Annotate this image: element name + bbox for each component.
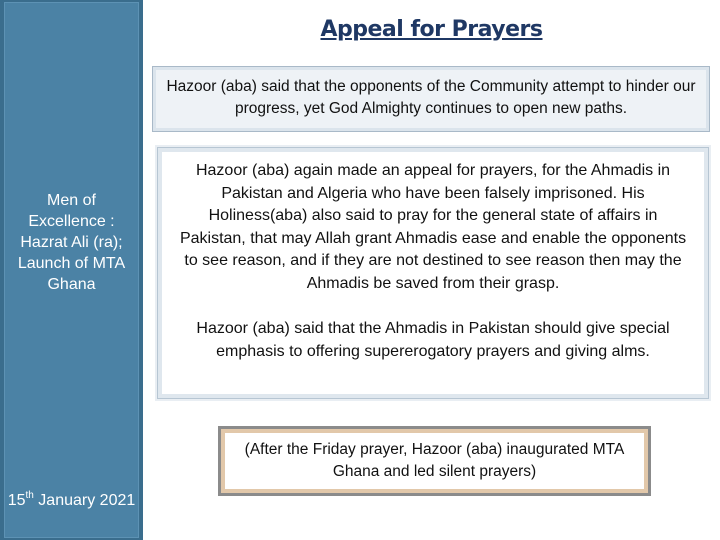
date-day: 15 [7, 492, 26, 509]
sidebar-title: Men of Excellence : Hazrat Ali (ra); Launch of MTA Ghana [17, 192, 126, 293]
date-rest: January 2021 [33, 492, 136, 509]
alms-paragraph: Hazoor (aba) said that the Ahmadis in Pakistan should give special emphasis to offering supererogatory prayers and giving alms. [196, 320, 670, 360]
appeal-paragraph: Hazoor (aba) again made an appeal for prayers, for the Ahmadis in Pakistan and Algeria who have been falsely imprisoned. His Holiness(aba) also said to pray for the general state of affairs in Pakistan, that may Allah grant Ahmadis ease and enable the opponents to see reason, and if they are not destined to see reason then may the Ahmadis be saved from their grasp. [179, 162, 687, 292]
opponents-box [152, 66, 710, 132]
sidebar-date [0, 490, 143, 512]
mta-ghana-text: (After the Friday prayer, Hazoor (aba) inaugurated MTA Ghana and led silent prayers) [244, 441, 625, 480]
appeal-box [157, 147, 709, 399]
opponents-text: Hazoor (aba) said that the opponents of the Community attempt to hinder our progress, yet God Almighty continues to open new paths. [166, 78, 696, 117]
mta-ghana-box [218, 426, 651, 496]
sidebar [0, 0, 143, 540]
page-title: Appeal for Prayers [320, 17, 543, 42]
date-suffix: th [25, 490, 34, 501]
